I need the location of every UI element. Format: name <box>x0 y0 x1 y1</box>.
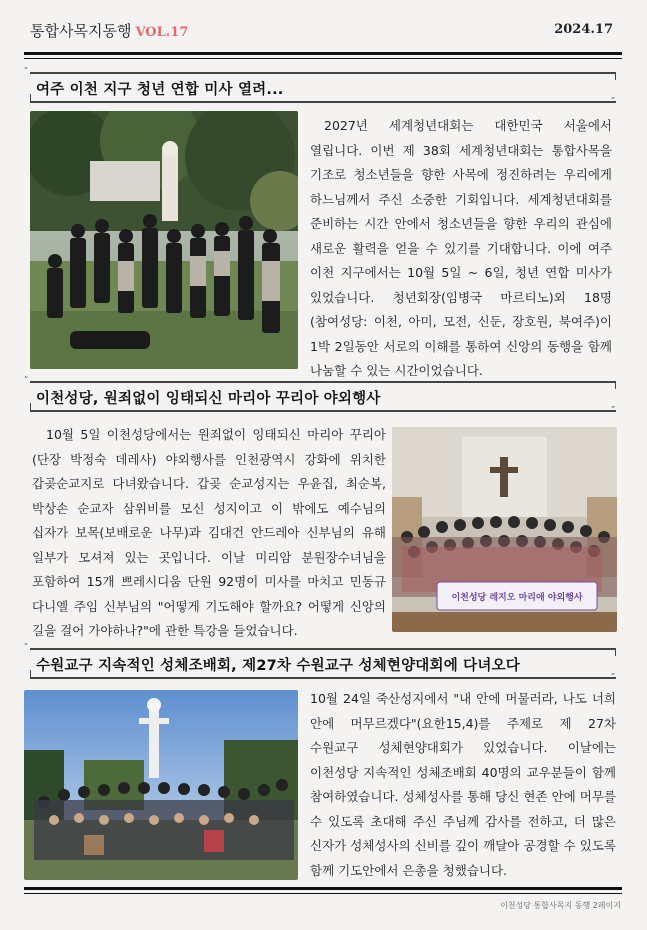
section2-frame-bottom <box>30 410 616 412</box>
eucharist-rally-photo <box>24 690 298 880</box>
newsletter-title: 통합사목지동행 VOL.17 <box>30 22 189 40</box>
section1-frame-bottom <box>30 101 616 103</box>
quote-mark-icon: “ <box>24 66 29 75</box>
section1-body: 2027년 세계청년대회는 대한민국 서울에서 열립니다. 이번 제 38회 세계청년대회는 통합사목을 기조로 청소년들을 향한 사목에 정진하려는 우리에게 하느님께서 주신 소중한 기회입니다. 세계청년대회를 준비하는 시간 안에서 청소년들을 향한 우리의 관심에 새로운 활력을 얻을 수 있기를 기대합니다. 이에 여주 이천 지구에서는 10월 5일 ~ 6일, 청년 연합 미사가 있었습니다. 청년회장(임병국 마르티노)외 18명(참여성당: 이천, 아미, 모전, 신둔, 장호원, 북여주)이 1박 2일동안 서로의 이해를 통하여 신앙의 동행을 함께 나눔할 수 있는 시간이었습니다. <box>310 118 612 378</box>
quote-mark-icon: ” <box>611 672 616 681</box>
section2-title: 이천성당, 원죄없이 잉태되신 마리아 꾸리아 야외행사 <box>36 391 381 407</box>
header-rule-thin <box>24 58 622 59</box>
quote-mark-icon: ” <box>611 405 616 414</box>
quote-mark-icon: ” <box>611 96 616 105</box>
header-rule <box>24 52 622 55</box>
section1-title: 여주 이천 지구 청년 연합 미사 열려... <box>36 82 284 98</box>
volume-label: VOL.17 <box>135 25 189 40</box>
section1-frame-top <box>30 72 616 74</box>
page-footer: 이천성당 통합사목지 동행 2페이지 <box>500 901 621 910</box>
section3-body: 10월 24일 죽산성지에서 "내 안에 머물러라, 나도 너희 안에 머무르겠다"(요한15,4)를 주제로 제 27차 수원교구 성체현양대회가 있었습니다. 이날에는 이천성당 지속적인 성체조배회 40명의 교우분들이 함께 참여하였습니다. 성체성사를 통해 당신 현존 안에 머무를 수 있도록 초대해 주신 주님께 감사를 전하고, 더 많은 신자가 성체성사의 신비를 깊이 깨달아 공경할 수 있도록 함께 기도안에서 은총을 청했습니다. <box>310 691 616 878</box>
banner-text: 이천성당 레지오 마리애 야외행사 <box>451 593 583 603</box>
quote-mark-icon: “ <box>24 375 29 384</box>
issue-date: 2024.17 <box>554 22 613 37</box>
footer-rule <box>24 887 622 890</box>
curia-event-photo <box>392 427 617 632</box>
section3-frame-bottom <box>30 677 616 679</box>
footer-rule-thin <box>24 893 622 894</box>
section2-body: 10월 5일 이천성당에서는 원죄없이 잉태되신 마리아 꾸리아 (단장 박정숙 데레사) 야외행사를 인천광역시 강화에 위치한 갑곶순교지로 다녀왔습니다. 갑곶 순교성지는 우윤집, 최순복, 박상손 순교자 삼위비를 모신 성지이고 이 밖에도 예수님의 십자가 보목(보배로운 나무)과 김대건 안드레아 신부님의 유해 일부가 모셔져 있는 곳입니다. 이날 미리암 분원장수녀님을 포함하여 15개 쁘레시디움 단원 92명이 미사를 마치고 민동규 다니엘 주임 신부님의 "어떻게 기도해야 할까요? 어떻게 신앙의 길을 걸어 가야하나?"에 관한 특강을 들었습니다. <box>32 427 386 638</box>
section3-frame-top <box>30 648 616 650</box>
youth-mass-photo <box>30 111 298 369</box>
section3-title: 수원교구 지속적인 성체조배회, 제27차 수원교구 성체현양대회에 다녀오다 <box>36 658 520 674</box>
section2-frame-top <box>30 381 616 383</box>
quote-mark-icon: “ <box>24 642 29 651</box>
